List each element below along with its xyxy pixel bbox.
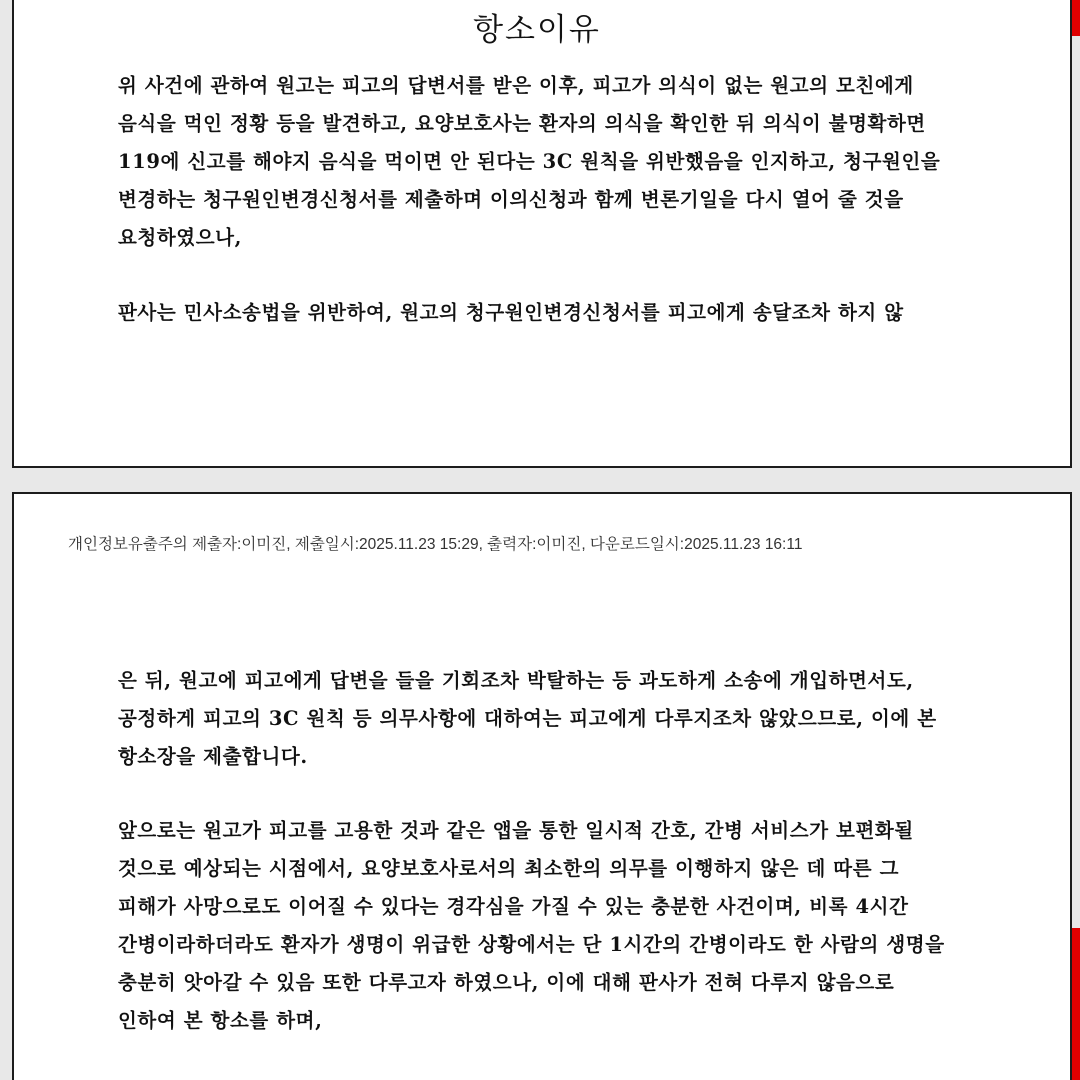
document-page-1 — [12, 0, 1072, 468]
print-header-info: 개인정보유출주의 제출자:이미진, 제출일시:2025.11.23 15:29, 출력자:이미진, 다운로드일시:2025.11.23 16:11 — [68, 536, 803, 553]
paragraph-4: 앞으로는 원고가 피고를 고용한 것과 같은 앱을 통한 일시적 간호, 간병 서비스가 보편화될 것으로 예상되는 시점에서, 요양보호사로서의 최소한의 의무를 이행하지 않은 데 따른 그 피해가 사망으로도 이어질 수 있다는 경각심을 가질 수 있는 충분한 사건이며, 비록 4시간 간병이라하더라도 환자가 생명이 위급한 상황에서는 단 1시간의 간병이라도 한 사람의 생명을 충분히 앗아갈 수 있음 또한 다루고자 하였으나, 이에 대해 판사가 전혀 다루지 않음으로 인하여 본 항소를 하며, — [118, 819, 945, 1032]
document-page-2 — [12, 492, 1072, 1080]
paragraph-1: 위 사건에 관하여 원고는 피고의 답변서를 받은 이후, 피고가 의식이 없는 원고의 모친에게 음식을 먹인 정황 등을 발견하고, 요양보호사는 환자의 의식을 확인한 뒤 의식이 불명확하면 119에 신고를 해야지 음식을 먹이면 안 된다는 3C 원칙을 위반했음을 인지하고, 청구원인을 변경하는 청구원인변경신청서를 제출하며 이의신청과 함께 변론기일을 다시 열어 줄 것을 요청하였으나, — [118, 74, 941, 249]
paragraph-2: 판사는 민사소송법을 위반하여, 원고의 청구원인변경신청서를 피고에게 송달조차 하지 않 — [118, 301, 904, 324]
paragraph-3: 은 뒤, 원고에 피고에게 답변을 들을 기회조차 박탈하는 등 과도하게 소송에 개입하면서도, 공정하게 피고의 3C 원칙 등 의무사항에 대하여는 피고에게 다루지조차 않았으므로, 이에 본 항소장을 제출합니다. — [118, 669, 937, 768]
section-title: 항소이유 — [473, 12, 601, 48]
